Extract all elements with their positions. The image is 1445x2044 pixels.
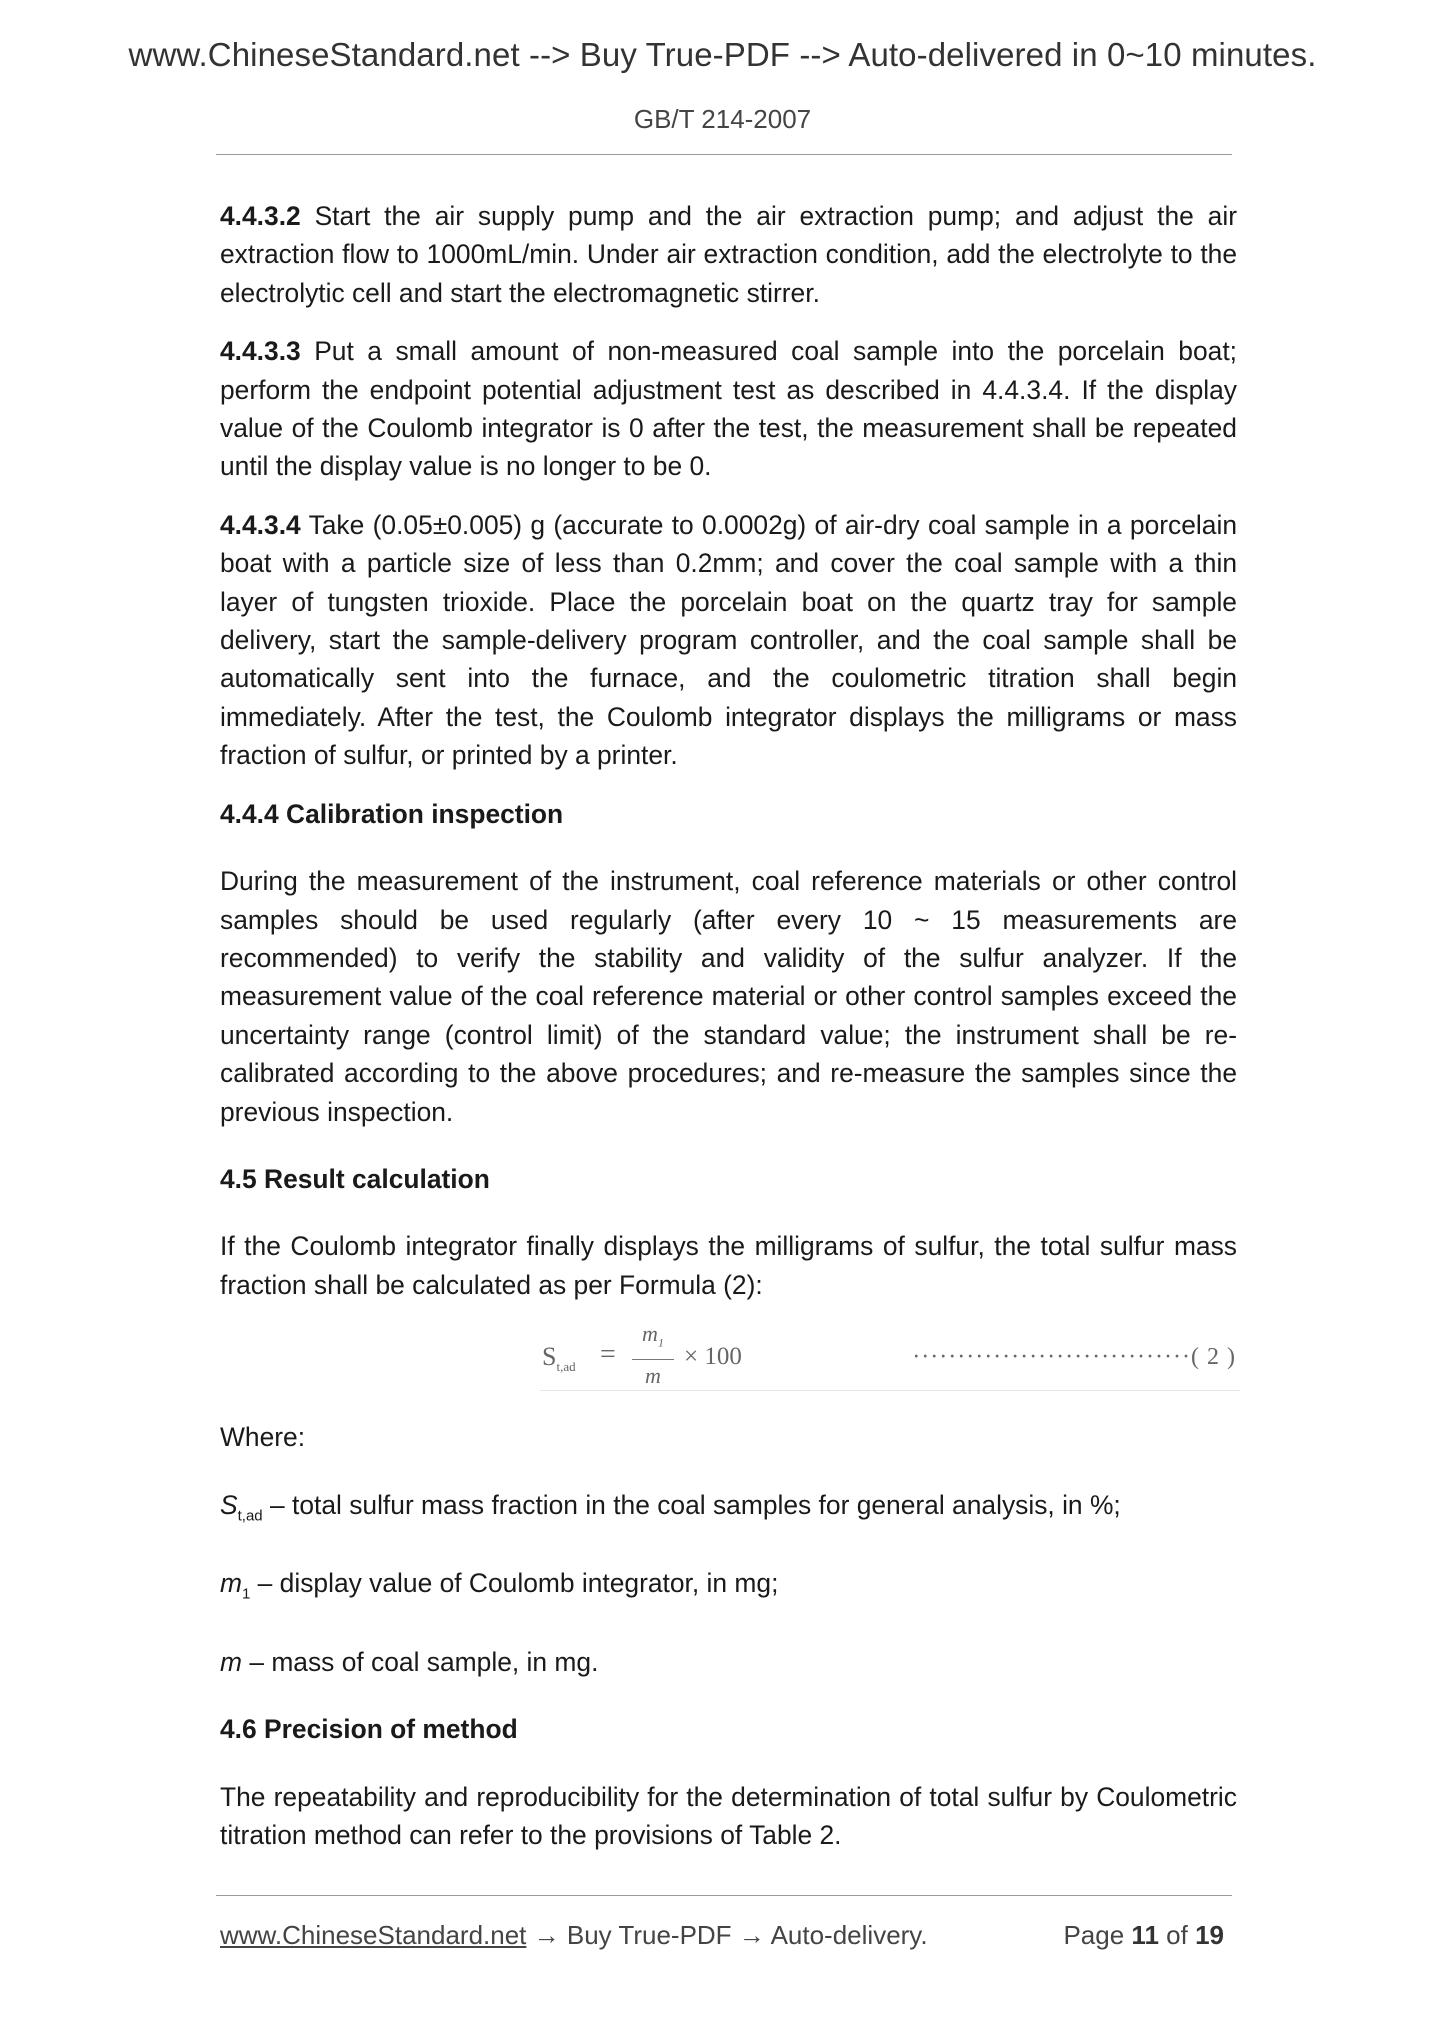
formula-2: [540, 1320, 1240, 1391]
paragraph-4-5: If the Coulomb integrator finally displays the milligrams of sulfur, the total sulfur mass fraction shall be calculated as per Formula (2):: [220, 1231, 1237, 1300]
paragraph-4-4-3-2: [220, 197, 1237, 312]
header-divider: [216, 154, 1232, 155]
page-footer: [220, 1920, 1232, 1951]
paragraph-4-4-3-3: [220, 332, 1237, 486]
page-number-indicator: Page 11 of 19: [1063, 1920, 1224, 1950]
heading-4-5: 4.5 Result calculation: [220, 1163, 490, 1194]
clause-number: 4.4.3.3: [220, 336, 301, 367]
clause-text: Take (0.05±0.005) g (accurate to 0.0002g) of air-dry coal sample in a porcelain boat with a particle size of less than 0.2mm; and cover the coal sample with a thin layer of tungsten trioxide. Place the porcelain boat on the quartz tray for sample delivery, start the sample-delivery program controller, and the coal sample shall be automatically sent into the furnace, and the coulometric titration shall begin immediately. After the test, the Coulomb integrator displays the milligrams or mass fraction of sulfur, or printed by a printer.: [220, 509, 1237, 771]
formula-multiplier: × 100: [684, 1343, 742, 1371]
formula-lhs: $S_{t,ad}$: [542, 1342, 576, 1375]
clause-number: 4.4.3.4: [220, 509, 301, 540]
where-label: Where:: [220, 1422, 306, 1453]
fraction-bar: [632, 1359, 674, 1360]
variable-m1: $m_1$ – display value of Coulomb integrator, in mg;: [220, 1568, 779, 1603]
variable-m: m – mass of coal sample, in mg.: [220, 1646, 599, 1677]
formula-number: ·······························( 2 ): [912, 1344, 1236, 1371]
footer-website-link[interactable]: www.ChineseStandard.net: [220, 1920, 527, 1950]
clause-text: Put a small amount of non-measured coal sample into the porcelain boat; perform the endpoint potential adjustment test as described in 4.4.3.4. If the display value of the Coulomb integrator is 0 after the test, the measurement shall be repeated until the display value is no longer to be 0.: [220, 336, 1237, 482]
variable-s-t-ad: $S_{t,ad}$ – total sulfur mass fraction in the coal samples for general analysis, in %;: [220, 1489, 1121, 1524]
paragraph-4-4-3-4: [220, 506, 1237, 775]
heading-4-6: 4.6 Precision of method: [220, 1714, 518, 1745]
header-banner: www.ChineseStandard.net --> Buy True-PDF --> Auto-delivered in 0~10 minutes.: [128, 36, 1317, 73]
paragraph-4-6: The repeatability and reproducibility for the determination of total sulfur by Coulometric titration method can refer to the provisions of Table 2.: [220, 1781, 1237, 1851]
footer-divider: [216, 1895, 1232, 1896]
footer-tagline: → Buy True-PDF → Auto-delivery.: [526, 1920, 928, 1950]
total-pages: 19: [1195, 1920, 1224, 1950]
formula-numerator: $m_1$: [642, 1321, 664, 1350]
clause-number: 4.4.3.2: [220, 201, 301, 231]
document-code: GB/T 214-2007: [633, 104, 812, 134]
formula-block: [220, 1314, 1237, 1414]
formula-fraction: [632, 1320, 674, 1389]
clause-text: Start the air supply pump and the air extraction pump; and adjust the air extraction flow to 1000mL/min. Under air extraction condition, add the electrolyte to the electrolytic cell and start the electromagnetic stirrer.: [220, 201, 1237, 308]
formula-equals: =: [600, 1339, 616, 1371]
formula-denominator: m: [645, 1362, 661, 1388]
heading-4-4-4: 4.4.4 Calibration inspection: [220, 798, 564, 829]
paragraph-4-4-4: During the measurement of the instrument, coal reference materials or other control samples should be used regularly (after every 10 ~ 15 measurements are recommended) to verify the stability and validity of the sulfur analyzer. If the measurement value of the coal reference material or other control samples exceed the uncertainty range (control limit) of the standard value; the instrument shall be re-calibrated according to the above procedures; and re-measure the samples since the previous inspection.: [220, 866, 1237, 1127]
current-page: 11: [1131, 1920, 1159, 1950]
page-content: [220, 197, 1237, 1855]
